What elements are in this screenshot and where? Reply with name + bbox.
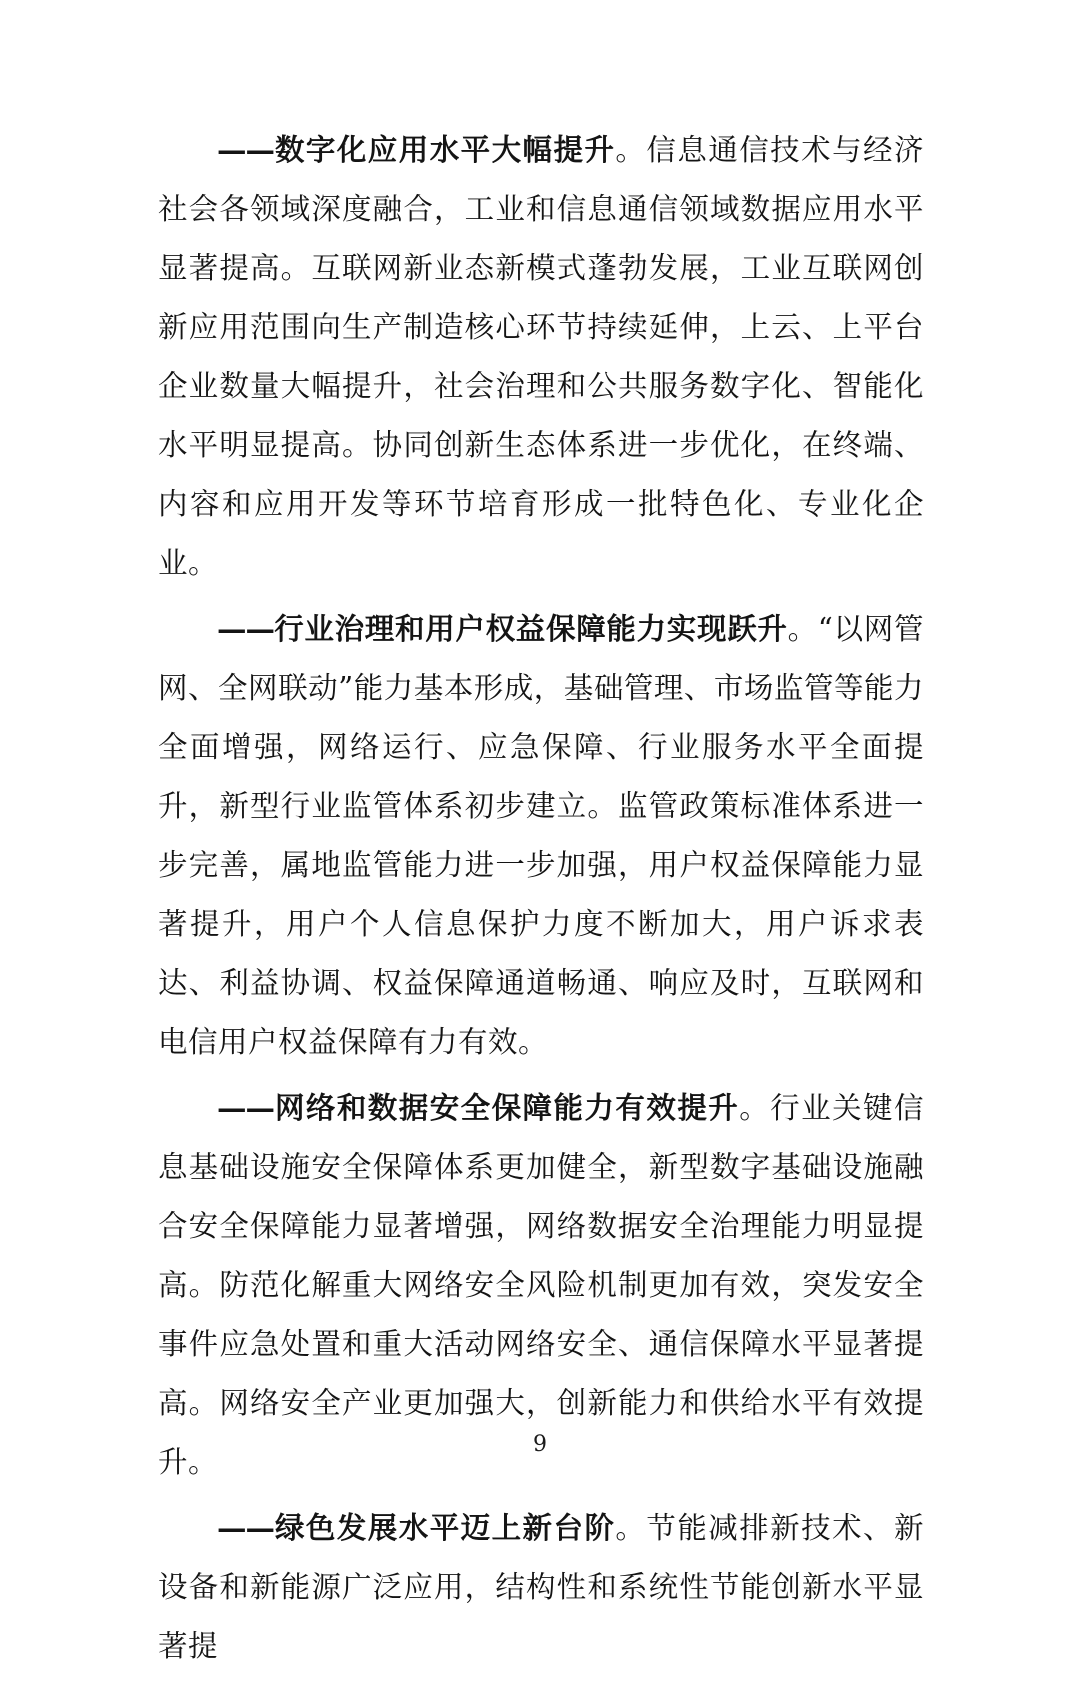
paragraph-dash: —— [217, 611, 274, 646]
paragraph-green-development [158, 1498, 924, 1676]
paragraph-industry-governance [158, 599, 924, 1072]
paragraph-dash: —— [217, 132, 274, 167]
paragraph-lead: 绿色发展水平迈上新台阶 [274, 1510, 616, 1545]
paragraph-lead: 网络和数据安全保障能力有效提升 [274, 1090, 740, 1125]
paragraph-digital-application [158, 120, 924, 593]
paragraph-text: 。“以网管网、全网联动”能力基本形成，基础管理、市场监管等能力全面增强，网络运行、应急保障、行业服务水平全面提升，新型行业监管体系初步建立。监管政策标准体系进一步完善，属地监管能力进一步加强，用户权益保障能力显著提升，用户个人信息保护力度不断加大，用户诉求表达、利益协调、权益保障通道畅通、响应及时，互联网和电信用户权益保障有力有效。 [158, 612, 924, 1059]
paragraph-dash: —— [217, 1510, 274, 1545]
paragraph-lead: 数字化应用水平大幅提升 [274, 132, 616, 167]
paragraph-lead: 行业治理和用户权益保障能力实现跃升 [274, 611, 788, 646]
paragraph-text: 。行业关键信息基础设施安全保障体系更加健全，新型数字基础设施融合安全保障能力显著增强，网络数据安全治理能力明显提高。防范化解重大网络安全风险机制更加有效，突发安全事件应急处置和重大活动网络安全、通信保障水平显著提高。网络安全产业更加强大，创新能力和供给水平有效提升。 [158, 1091, 924, 1479]
paragraph-network-data-security [158, 1078, 924, 1492]
page-number: 9 [533, 1432, 547, 1457]
paragraph-text: 。节能减排新技术、新设备和新能源广泛应用，结构性和系统性节能创新水平显著提 [158, 1511, 924, 1663]
paragraph-dash: —— [217, 1090, 274, 1125]
paragraph-text: 。信息通信技术与经济社会各领域深度融合，工业和信息通信领域数据应用水平显著提高。互联网新业态新模式蓬勃发展，工业互联网创新应用范围向生产制造核心环节持续延伸，上云、上平台企业数量大幅提升，社会治理和公共服务数字化、智能化水平明显提高。协同创新生态体系进一步优化，在终端、内容和应用开发等环节培育形成一批特色化、专业化企业。 [158, 133, 924, 580]
